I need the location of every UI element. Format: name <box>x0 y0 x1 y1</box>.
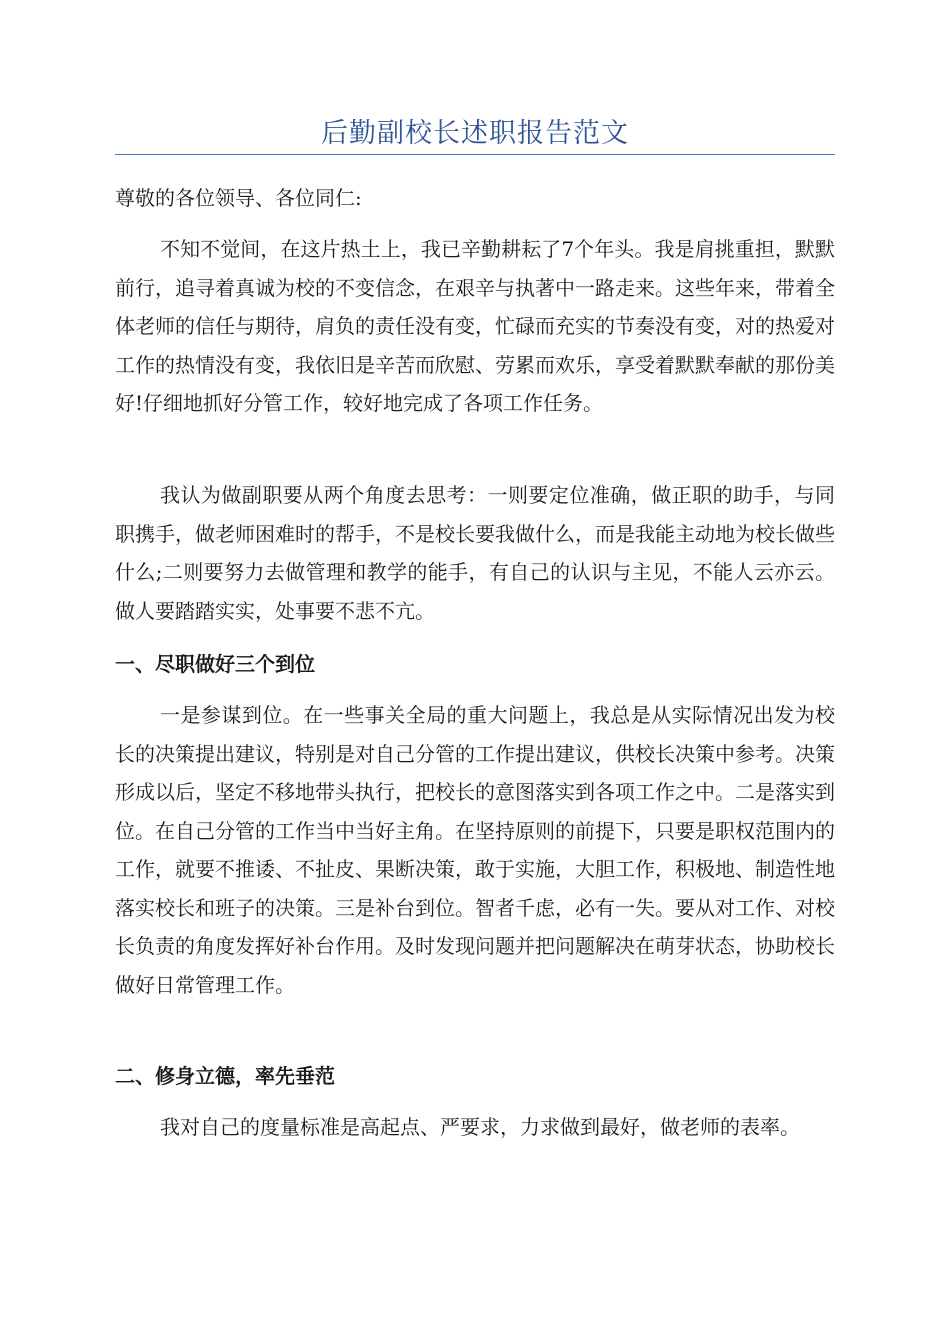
paragraph-1: 不知不觉间，在这片热土上，我已辛勤耕耘了7个年头。我是肩挑重担，默默前行，追寻着真诚为校的不变信念，在艰辛与执著中一路走来。这些年来，带着全体老师的信任与期待，肩负的责任没有变，忙碌而充实的节奏没有变，对的热爱对工作的热情没有变，我依旧是辛苦而欣慰、劳累而欢乐，享受着默默奉献的那份美好!仔细地抓好分管工作，较好地完成了各项工作任务。 <box>115 237 835 415</box>
title-underline <box>115 154 835 155</box>
section-heading-1: 一、尽职做好三个到位 <box>115 652 315 676</box>
paragraph-4: 我对自己的度量标准是高起点、严要求，力求做到最好，做老师的表率。 <box>160 1115 800 1139</box>
paragraph-3: 一是参谋到位。在一些事关全局的重大问题上，我总是从实际情况出发为校长的决策提出建议，特别是对自己分管的工作提出建议，供校长决策中参考。决策形成以后，坚定不移地带头执行，把校长的意图落实到各项工作之中。二是落实到位。在自己分管的工作当中当好主角。在坚持原则的前提下，只要是职权范围内的工作，就要不推诿、不扯皮、果断决策，敢于实施，大胆工作，积极地、制造性地落实校长和班子的决策。三是补台到位。智者千虑，必有一失。要从对工作、对校长负责的角度发挥好补台作用。及时发现问题并把问题解决在萌芽状态，协助校长做好日常管理工作。 <box>115 703 835 997</box>
document-title: 后勤副校长述职报告范文 <box>321 118 629 149</box>
paragraph-2: 我认为做副职要从两个角度去思考：一则要定位准确，做正职的助手，与同职携手，做老师困难时的帮手，不是校长要我做什么，而是我能主动地为校长做些什么;二则要努力去做管理和教学的能手，有自己的认识与主见，不能人云亦云。做人要踏踏实实，处事要不悲不亢。 <box>115 483 835 623</box>
salutation: 尊敬的各位领导、各位同仁: <box>115 186 362 210</box>
section-heading-2: 二、修身立德，率先垂范 <box>115 1064 335 1088</box>
